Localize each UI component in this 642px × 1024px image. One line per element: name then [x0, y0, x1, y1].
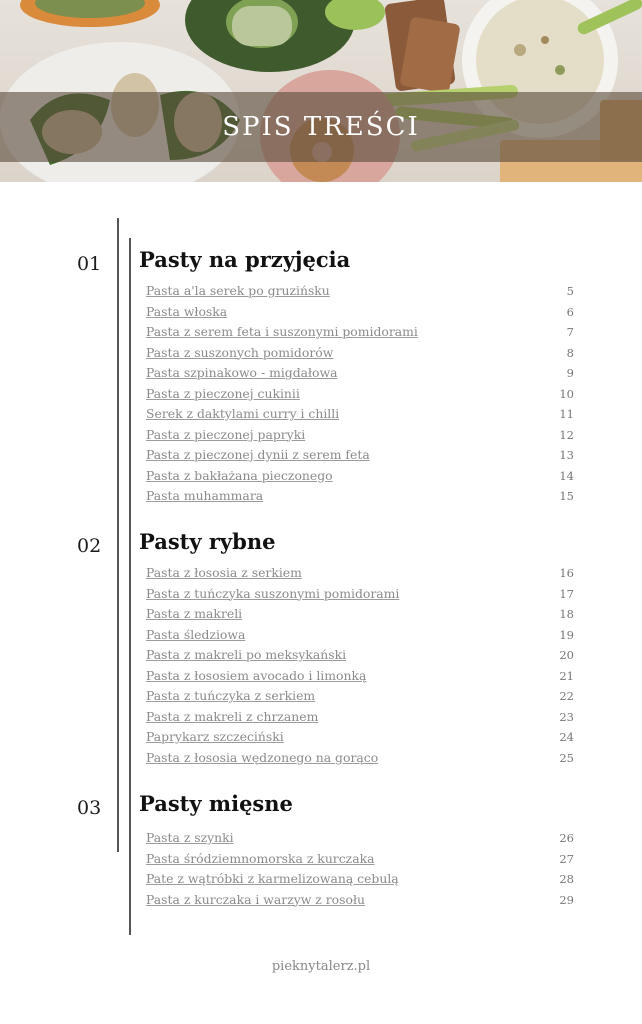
toc-entry-page-number: 11	[559, 407, 574, 421]
toc-entry-link[interactable]: Pasta szpinakowo - migdałowa	[146, 365, 338, 380]
section-number: 01	[77, 253, 102, 275]
toc-entry-page-number: 24	[559, 730, 574, 744]
section-entries	[146, 828, 574, 910]
toc-entry-page-number: 21	[559, 668, 574, 683]
toc-entry[interactable]	[146, 563, 574, 584]
toc-entry-page-number: 20	[559, 648, 574, 662]
section-entries	[146, 281, 574, 507]
toc-entry-page-number: 6	[566, 304, 574, 319]
toc-entry-page-number: 26	[559, 831, 574, 845]
toc-entry-page-number: 25	[559, 750, 574, 765]
toc-entry-page-number: 15	[559, 489, 574, 503]
toc-entry-page-number: 22	[559, 689, 574, 703]
toc-entry-page-number: 19	[559, 627, 574, 642]
toc-entry[interactable]	[146, 302, 574, 323]
toc-entry-page-number: 5	[566, 284, 574, 298]
toc-entry-link[interactable]: Pasta z makreli po meksykański	[146, 647, 347, 662]
toc-entry-page-number: 13	[559, 448, 574, 462]
toc-entry-page-number: 10	[559, 386, 574, 401]
toc-entry-link[interactable]: Pasta a'la serek po gruzińsku	[146, 283, 330, 298]
toc-entry[interactable]	[146, 384, 574, 405]
page-title: SPIS TREŚCI	[222, 112, 420, 142]
toc-entry-link[interactable]: Serek z daktylami curry i chilli	[146, 406, 340, 421]
vertical-rule-right	[129, 238, 131, 935]
toc-entry-page-number: 8	[566, 345, 574, 360]
toc-entry-link[interactable]: Pasta z pieczonej cukinii	[146, 385, 300, 401]
toc-entry[interactable]	[146, 727, 574, 748]
toc-entry-link[interactable]: Pasta z łososiem avocado i limonką	[146, 667, 367, 683]
toc-entry-link[interactable]: Pasta włoska	[146, 303, 228, 319]
toc-entry[interactable]	[146, 625, 574, 646]
toc-entry-page-number: 27	[559, 851, 574, 866]
toc-entry-link[interactable]: Pate z wątróbki z karmelizowaną cebulą	[146, 871, 399, 886]
header-photo	[0, 0, 642, 182]
toc-entry-page-number: 9	[566, 366, 574, 380]
section-title: Pasty na przyjęcia	[139, 247, 351, 272]
toc-entry[interactable]	[146, 404, 574, 425]
toc-entry[interactable]	[146, 748, 574, 769]
toc-entry[interactable]	[146, 707, 574, 728]
toc-entry[interactable]	[146, 869, 574, 890]
toc-entry-link[interactable]: Pasta z łososia z serkiem	[146, 565, 302, 580]
toc-entry[interactable]	[146, 584, 574, 605]
toc-entry-link[interactable]: Pasta z tuńczyka z serkiem	[146, 688, 316, 703]
toc-entry-page-number: 18	[559, 607, 574, 621]
toc-entry-link[interactable]: Pasta z pieczonej papryki	[146, 426, 306, 442]
toc-entry-page-number: 28	[559, 872, 574, 886]
toc-entry-link[interactable]: Pasta z serem feta i suszonymi pomidorami	[146, 324, 418, 339]
toc-entry[interactable]	[146, 686, 574, 707]
toc-entry[interactable]	[146, 363, 574, 384]
toc-entry[interactable]	[146, 828, 574, 849]
toc-entry[interactable]	[146, 666, 574, 687]
toc-entry-link[interactable]: Pasta śledziowa	[146, 626, 246, 642]
toc-entry-link[interactable]: Pasta z łososia wędzonego na gorąco	[146, 749, 379, 765]
toc-entry[interactable]	[146, 322, 574, 343]
toc-entry[interactable]	[146, 849, 574, 870]
toc-entry[interactable]	[146, 486, 574, 507]
toc-entry-page-number: 7	[566, 325, 574, 339]
toc-entry-link[interactable]: Pasta z pieczonej dynii z serem feta	[146, 447, 370, 462]
toc-entry[interactable]	[146, 466, 574, 487]
toc-entry-page-number: 17	[559, 586, 574, 601]
toc-entry-page-number: 16	[559, 566, 574, 580]
title-banner	[0, 92, 642, 162]
toc-entry-link[interactable]: Pasta z tuńczyka suszonymi pomidorami	[146, 585, 400, 601]
section-title: Pasty mięsne	[139, 791, 293, 816]
section-number: 02	[77, 535, 102, 557]
toc-entry-link[interactable]: Pasta śródziemnomorska z kurczaka	[146, 850, 375, 866]
toc-entry-link[interactable]: Pasta z kurczaka i warzyw z rosołu	[146, 891, 365, 907]
toc-entry[interactable]	[146, 604, 574, 625]
toc-entry[interactable]	[146, 645, 574, 666]
toc-entry-page-number: 14	[559, 468, 574, 483]
toc-entry-link[interactable]: Pasta z szynki	[146, 830, 234, 845]
toc-entry-page-number: 23	[559, 709, 574, 724]
toc-entry[interactable]	[146, 890, 574, 911]
toc-entry-page-number: 29	[559, 892, 574, 907]
vertical-rule-left	[117, 218, 119, 852]
toc-entry-link[interactable]: Pasta z suszonych pomidorów	[146, 344, 334, 360]
toc-entry-link[interactable]: Paprykarz szczeciński	[146, 729, 284, 744]
toc-entry[interactable]	[146, 445, 574, 466]
toc-entry-link[interactable]: Pasta z makreli z chrzanem	[146, 708, 319, 724]
toc-entry[interactable]	[146, 281, 574, 302]
footer-website[interactable]: pieknytalerz.pl	[271, 959, 371, 974]
toc-entry-page-number: 12	[559, 427, 574, 442]
toc-entry-link[interactable]: Pasta z makreli	[146, 606, 243, 621]
toc-entry-link[interactable]: Pasta muhammara	[146, 488, 264, 503]
toc-entry[interactable]	[146, 343, 574, 364]
section-entries	[146, 563, 574, 768]
section-title: Pasty rybne	[139, 529, 276, 554]
toc-entry[interactable]	[146, 425, 574, 446]
section-number: 03	[77, 797, 102, 819]
toc-entry-link[interactable]: Pasta z bakłażana pieczonego	[146, 467, 333, 483]
